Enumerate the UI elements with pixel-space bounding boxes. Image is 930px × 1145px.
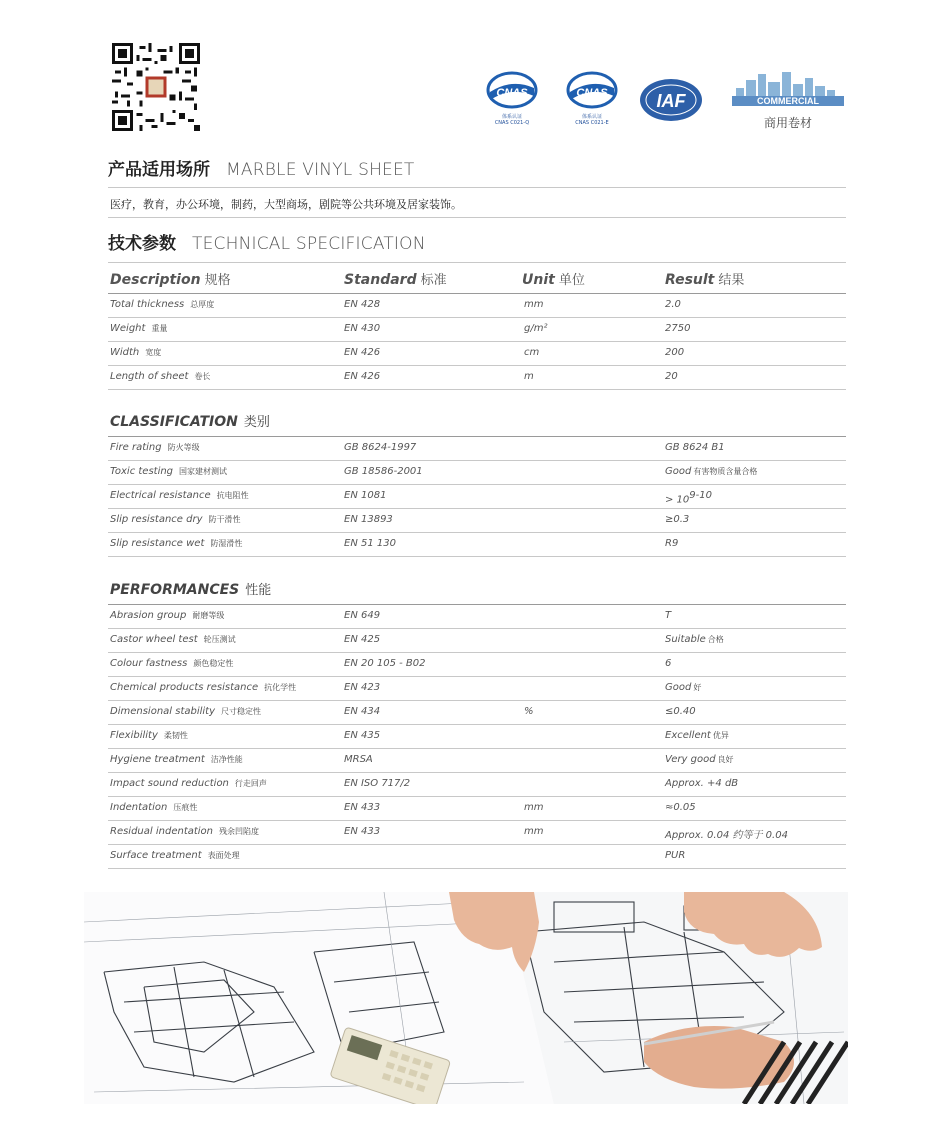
col-header-unit: Unit 单位 <box>522 272 585 288</box>
blueprint-photo <box>84 892 848 1104</box>
classification-row <box>108 533 846 557</box>
row-standard: GB 18586-2001 <box>344 466 423 477</box>
commercial-label: COMMERCIAL <box>757 96 819 106</box>
performances-table <box>108 605 846 869</box>
divider <box>108 217 846 218</box>
usage-title <box>108 155 415 180</box>
row-description: Slip resistance dry 防干滑性 <box>110 514 241 525</box>
row-result: 2.0 <box>665 299 681 310</box>
row-standard: EN 433 <box>344 802 381 813</box>
row-description: Surface treatment 表面处理 <box>110 850 240 861</box>
classification-row <box>108 509 846 533</box>
row-standard: EN 20 105 - B02 <box>344 658 426 669</box>
row-description: Hygiene treatment 洁净性能 <box>110 754 243 765</box>
col-header-standard: Standard 标准 <box>344 272 447 288</box>
col-header-result: Result 结果 <box>665 272 745 288</box>
row-standard: EN 649 <box>344 610 381 621</box>
row-result: 2750 <box>665 323 691 334</box>
row-description: Residual indentation 残余凹陷度 <box>110 826 260 837</box>
row-standard: EN 426 <box>344 347 381 358</box>
usage-title-cn: 产品适用场所 <box>108 160 210 180</box>
divider <box>108 187 846 188</box>
performance-row <box>108 629 846 653</box>
row-description: Flexibility 柔韧性 <box>110 730 188 741</box>
row-unit: cm <box>524 347 540 358</box>
row-result: Good 有害物质含量合格 <box>665 466 758 477</box>
row-result: ≥0.3 <box>665 514 690 525</box>
row-unit: g/m² <box>524 323 548 334</box>
row-description: Width 宽度 <box>110 347 162 358</box>
row-description: Colour fastness 颜色稳定性 <box>110 658 234 669</box>
cert-caption-code: CNAS C021-E <box>575 120 609 126</box>
row-description: Length of sheet 卷长 <box>110 371 211 382</box>
row-result: GB 8624 B1 <box>665 442 725 453</box>
row-standard: EN 13893 <box>344 514 393 525</box>
row-result: Suitable 合格 <box>665 634 724 645</box>
row-description: Castor wheel test 轮压测试 <box>110 634 236 645</box>
row-result: Approx. 0.04 约等于 0.04 <box>665 830 788 841</box>
row-description: Chemical products resistance 抗化学性 <box>110 682 297 693</box>
row-standard: EN 425 <box>344 634 381 645</box>
col-header-description: Description 规格 <box>110 272 231 288</box>
cert-caption-code: CNAS C021-Q <box>494 120 530 126</box>
row-description: Slip resistance wet 防湿滑性 <box>110 538 243 549</box>
row-result: PUR <box>665 850 686 861</box>
spec-row <box>108 366 846 390</box>
classification-title: CLASSIFICATION 类别 <box>110 414 270 430</box>
row-standard: EN 1081 <box>344 490 387 501</box>
row-result: T <box>665 610 672 621</box>
row-standard: EN 430 <box>344 323 381 334</box>
cnas-label: CNAS <box>576 87 608 99</box>
row-result: > 109-10 <box>665 490 712 506</box>
performance-row <box>108 773 846 797</box>
row-description: Abrasion group 耐磨等级 <box>110 610 225 621</box>
performance-row <box>108 821 846 845</box>
spec-row <box>108 294 846 318</box>
row-standard: EN 433 <box>344 826 381 837</box>
city-skyline-icon <box>728 70 848 108</box>
spec-table-header <box>108 263 846 294</box>
performance-row <box>108 725 846 749</box>
row-unit: m <box>524 371 534 382</box>
row-unit: % <box>524 706 534 717</box>
row-result: 200 <box>665 347 685 358</box>
iaf-logo <box>638 77 704 123</box>
performance-row <box>108 845 846 869</box>
cert-caption-cn: 体系认证 <box>581 114 602 120</box>
row-result: 20 <box>665 371 678 382</box>
cnas-cert-q <box>482 70 542 126</box>
row-description: Fire rating 防火等级 <box>110 442 200 453</box>
performance-row <box>108 701 846 725</box>
performance-row <box>108 677 846 701</box>
row-result: 6 <box>665 658 672 669</box>
cnas-label: CNAS <box>496 87 528 99</box>
performance-row <box>108 653 846 677</box>
row-description: Dimensional stability 尺寸稳定性 <box>110 706 262 717</box>
row-standard: EN 423 <box>344 682 381 693</box>
row-description: Weight 重量 <box>110 323 168 334</box>
row-description: Indentation 压痕性 <box>110 802 198 813</box>
row-standard: EN 434 <box>344 706 381 717</box>
row-description: Electrical resistance 抗电阻性 <box>110 490 249 501</box>
classification-row <box>108 437 846 461</box>
row-standard: EN ISO 717/2 <box>344 778 411 789</box>
row-result: ≤0.40 <box>665 706 696 717</box>
row-unit: mm <box>524 826 544 837</box>
row-standard: EN 426 <box>344 371 381 382</box>
performance-row <box>108 749 846 773</box>
row-description: Total thickness 总厚度 <box>110 299 215 310</box>
performance-row <box>108 797 846 821</box>
qr-code <box>112 43 200 131</box>
spec-row <box>108 318 846 342</box>
row-result: Approx. +4 dB <box>665 778 739 789</box>
row-result: Good 好 <box>665 682 702 693</box>
commercial-caption: 商用卷材 <box>763 116 812 130</box>
classification-table <box>108 437 846 557</box>
row-result: R9 <box>665 538 679 549</box>
cert-caption-cn: 体系认证 <box>501 114 522 120</box>
row-unit: mm <box>524 299 544 310</box>
usage-text: 医疗，教育，办公环境，制药，大型商场，剧院等公共环境及居家装饰。 <box>110 198 462 211</box>
spec-row <box>108 342 846 366</box>
row-standard: EN 435 <box>344 730 381 741</box>
row-standard: EN 428 <box>344 299 381 310</box>
iaf-label: IAF <box>656 91 686 111</box>
row-result: Excellent 优异 <box>665 730 729 741</box>
classification-row <box>108 461 846 485</box>
row-result: ≈0.05 <box>665 802 696 813</box>
classification-row <box>108 485 846 509</box>
spec-title-en: TECHNICAL SPECIFICATION <box>192 234 426 254</box>
row-unit: mm <box>524 802 544 813</box>
row-result: Very good 良好 <box>665 754 734 765</box>
usage-title-en: MARBLE VINYL SHEET <box>226 160 415 180</box>
row-standard: EN 51 130 <box>344 538 396 549</box>
row-description: Toxic testing 国家建材测试 <box>110 466 228 477</box>
cnas-cert-e <box>562 70 622 126</box>
row-standard: GB 8624-1997 <box>344 442 417 453</box>
commercial-badge <box>728 70 848 131</box>
spec-title-cn: 技术参数 <box>108 234 176 254</box>
spec-title <box>108 229 426 254</box>
performance-row <box>108 605 846 629</box>
spec-table <box>108 263 846 390</box>
performances-title: PERFORMANCES 性能 <box>110 582 272 598</box>
row-standard: MRSA <box>344 754 373 765</box>
row-description: Impact sound reduction 行走回声 <box>110 778 267 789</box>
